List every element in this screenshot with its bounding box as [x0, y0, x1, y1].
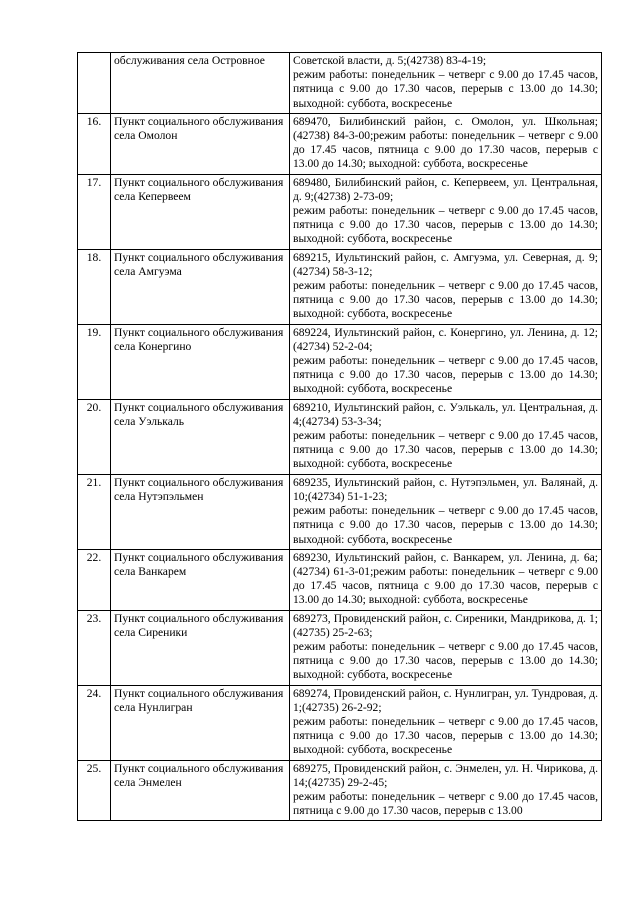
service-point-name: Пункт социального обслуживания села Кепервеем [111, 174, 290, 249]
service-point-name: Пункт социального обслуживания села Конергино [111, 324, 290, 399]
table-row [78, 174, 602, 249]
schedule-text: режим работы: понедельник – четверг с 9.00 до 17.45 часов, пятница с 9.00 до 17.30 часов, перерыв с 13.00 до 14.30; выходной: суббота, воскресенье [293, 204, 598, 246]
row-number [78, 53, 111, 114]
address-text: 689470, Билибинский район, с. Омолон, ул. Школьная;(42738) 84-3-00;режим работы: понедельник – четверг с 9.00 до 17.45 часов, пятница с 9.00 до 17.30 часов, перерыв с 13.00 до 14.30; выходной: суббота, воскресенье [293, 114, 598, 171]
service-point-name: Пункт социального обслуживания села Уэлькаль [111, 399, 290, 474]
table-row [78, 549, 602, 610]
table-row [78, 324, 602, 399]
table-row [78, 53, 602, 114]
address-cell [290, 549, 602, 610]
table-row [78, 685, 602, 760]
schedule-text: режим работы: понедельник – четверг с 9.00 до 17.45 часов, пятница с 9.00 до 17.30 часов, перерыв с 13.00 до 14.30; выходной: суббота, воскресенье [293, 68, 598, 110]
address-cell [290, 249, 602, 324]
address-cell [290, 474, 602, 549]
row-number: 24. [78, 685, 111, 760]
address-text: 689210, Иультинский район, с. Уэлькаль, ул. Центральная, д. 4;(42734) 53-3-34; [293, 400, 598, 428]
schedule-text: режим работы: понедельник – четверг с 9.00 до 17.45 часов, пятница с 9.00 до 17.30 часов, перерыв с 13.00 до 14.30; выходной: суббота, воскресенье [293, 639, 598, 682]
address-text: Советской власти, д. 5;(42738) 83-4-19; [293, 54, 487, 67]
row-number: 17. [78, 174, 111, 249]
row-number: 22. [78, 549, 111, 610]
schedule-text: режим работы: понедельник – четверг с 9.00 до 17.45 часов, пятница с 9.00 до 17.30 часов, перерыв с 13.00 до 14.30; выходной: суббота, воскресенье [293, 429, 598, 471]
address-cell [290, 174, 602, 249]
table-row [78, 113, 602, 174]
address-text: 689215, Иультинский район, с. Амгуэма, ул. Северная, д. 9;(42734) 58-3-12; [293, 250, 598, 278]
table-row [78, 399, 602, 474]
address-cell [290, 324, 602, 399]
address-cell [290, 399, 602, 474]
row-number: 21. [78, 474, 111, 549]
address-cell [290, 610, 602, 685]
table-row [78, 474, 602, 549]
service-point-name: Пункт социального обслуживания села Нунлигран [111, 685, 290, 760]
row-number: 18. [78, 249, 111, 324]
address-text: 689275, Провиденский район, с. Энмелен, ул. Н. Чирикова, д. 14;(42735) 29-2-45; [293, 761, 598, 789]
service-point-name: Пункт социального обслуживания села Амгуэма [111, 249, 290, 324]
service-point-name: Пункт социального обслуживания села Сиреники [111, 610, 290, 685]
service-point-name: Пункт социального обслуживания села Нутэпэльмен [111, 474, 290, 549]
schedule-text: режим работы: понедельник – четверг с 9.00 до 17.45 часов, пятница с 9.00 до 17.30 часов, перерыв с 13.00 до 14.30; выходной: суббота, воскресенье [293, 504, 598, 546]
row-number: 20. [78, 399, 111, 474]
row-number: 19. [78, 324, 111, 399]
row-number: 25. [78, 760, 111, 821]
schedule-text: режим работы: понедельник – четверг с 9.00 до 17.45 часов, пятница с 9.00 до 17.30 часов, перерыв с 13.00 до 14.30; выходной: суббота, воскресенье [293, 279, 598, 321]
table-row [78, 760, 602, 821]
address-text: 689230, Иультинский район, с. Ванкарем, ул. Ленина, д. 6а;(42734) 61-3-01;режим работы: понедельник – четверг с 9.00 до 17.45 часов, пятница с 9.00 до 17.30 часов, перерыв с 13.00 до 14.30; выходной: суббота, воскресенье [293, 550, 598, 607]
table-row [78, 610, 602, 685]
address-cell [290, 113, 602, 174]
schedule-text: режим работы: понедельник – четверг с 9.00 до 17.45 часов, пятница с 9.00 до 17.30 часов, перерыв с 13.00 до 14.30; выходной: суббота, воскресенье [293, 354, 598, 396]
address-text: 689273, Провиденский район, с. Сиреники, Мандрикова, д. 1;(42735) 25-2-63; [293, 611, 598, 639]
schedule-text: режим работы: понедельник – четверг с 9.00 до 17.45 часов, пятница с 9.00 до 17.30 часов, перерыв с 13.00 [293, 789, 598, 818]
address-text: 689235, Иультинский район, с. Нутэпэльмен, ул. Валянай, д. 10;(42734) 51-1-23; [293, 475, 598, 503]
address-text: 689224, Иультинский район, с. Конергино, ул. Ленина, д. 12;(42734) 52-2-04; [293, 325, 598, 353]
address-text: 689274, Провиденский район, с. Нунлигран, ул. Тундровая, д. 1;(42735) 26-2-92; [293, 686, 598, 714]
row-number: 23. [78, 610, 111, 685]
service-point-name: Пункт социального обслуживания села Ванкарем [111, 549, 290, 610]
address-text: 689480, Билибинский район, с. Кепервеем, ул. Центральная, д. 9;(42738) 2-73-09; [293, 175, 598, 203]
row-number: 16. [78, 113, 111, 174]
address-cell [290, 760, 602, 821]
schedule-text: режим работы: понедельник – четверг с 9.00 до 17.45 часов, пятница с 9.00 до 17.30 часов, перерыв с 13.00 до 14.30; выходной: суббота, воскресенье [293, 714, 598, 757]
table-row [78, 249, 602, 324]
social-service-points-table [77, 52, 602, 821]
service-point-name: обслуживания села Островное [111, 53, 290, 114]
service-point-name: Пункт социального обслуживания села Омолон [111, 113, 290, 174]
service-point-name: Пункт социального обслуживания села Энмелен [111, 760, 290, 821]
address-cell [290, 53, 602, 114]
address-cell [290, 685, 602, 760]
